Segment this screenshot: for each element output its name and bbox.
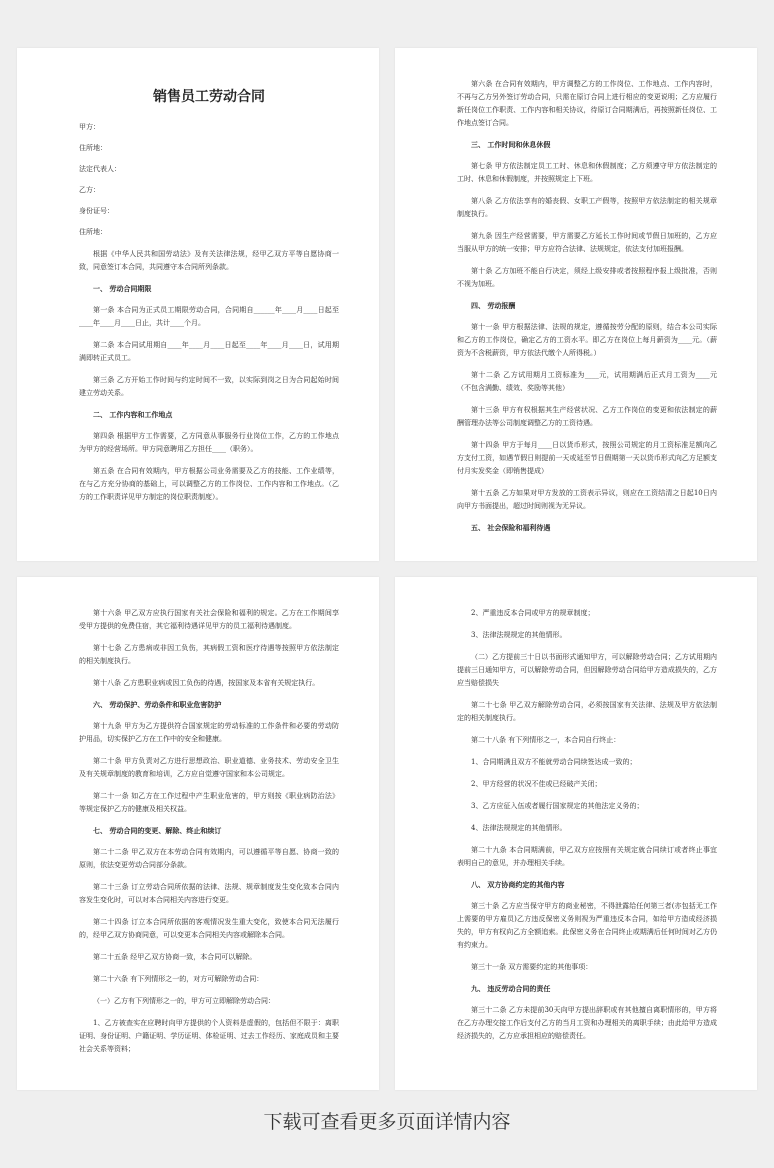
- clause-paragraph: 1、乙方被查实在应聘时向甲方提供的个人资料是虚假的，包括但不限于：离职证明、身份证明、户籍证明、学历证明、体检证明、过去工作经历、家庭成员和主要社会关系等资料；: [79, 1019, 339, 1053]
- clause-paragraph: 3、法律法规规定的其他情形。: [471, 631, 567, 639]
- section-heading: 六、 劳动保护、劳动条件和职业危害防护: [93, 701, 222, 709]
- clause-paragraph: 4、法律法规规定的其他情形。: [471, 824, 567, 832]
- clause-paragraph: 第二十一条 如乙方在工作过程中产生职业危害的，甲方则按《职业病防治法》等规定保护乙方的健康及相关权益。: [79, 792, 339, 813]
- clause-paragraph: 第六条 在合同有效期内，甲方调整乙方的工作岗位、工作地点、工作内容时，不再与乙方另外签订劳动合同，只需在原订合同上进行相应的变更说明；乙方应履行新任岗位工作职责、工作内容和相关协议，待原订合同期满后，再按照新任岗位、工作地点签订合同。: [457, 80, 717, 127]
- document-page-3: [17, 577, 379, 1090]
- page-3-body: [79, 607, 339, 1056]
- party-b-field: 乙方：: [79, 186, 100, 194]
- clause-paragraph: 第十八条 乙方患职业病或因工负伤的待遇，按国家及本省有关规定执行。: [93, 679, 320, 687]
- clause-paragraph: 第十四条 甲方于每月____日以货币形式，按照公司规定的月工资标准足额向乙方支付工资，如遇节假日则提前一天或延至节日假期第一天以货币形式向乙方足额支付月实发奖金（即销售提成）: [457, 441, 717, 475]
- page-2-body: [457, 78, 717, 534]
- clause-paragraph: 第二十六条 有下列情形之一的，对方可解除劳动合同：: [93, 975, 264, 983]
- clause-paragraph: 第十三条 甲方有权根据其生产经营状况、乙方工作岗位的变更和依法制定的薪酬管理办法等公司制度调整乙方的工资待遇。: [457, 406, 717, 427]
- section-heading: 五、 社会保险和福利待遇: [471, 524, 551, 532]
- clause-paragraph: 第二十二条 甲乙双方在本劳动合同有效期内，可以遵循平等自愿、协商一致的原则，依法变更劳动合同部分条款。: [79, 848, 339, 869]
- download-more-caption: 下载可查看更多页面详情内容: [263, 1111, 511, 1133]
- clause-paragraph: 第二十五条 经甲乙双方协商一致，本合同可以解除。: [93, 953, 257, 961]
- page-1-content: [17, 48, 379, 504]
- address-field: 住所地：: [79, 144, 107, 152]
- id-number-field: 身份证号：: [79, 207, 114, 215]
- section-heading: 二、 工作内容和工作地点: [93, 411, 173, 419]
- clause-paragraph: 第十九条 甲方为乙方提供符合国家规定的劳动标准的工作条件和必要的劳动防护用品，切实保护乙方在工作中的安全和健康。: [79, 722, 339, 743]
- clause-paragraph: 第二十四条 订立本合同所依据的客观情况发生重大变化，致使本合同无法履行的，经甲乙双方协商同意，可以变更本合同相关内容或解除本合同。: [79, 918, 339, 939]
- section-heading: 四、 劳动报酬: [471, 302, 516, 310]
- section-heading: 九、 违反劳动合同的责任: [471, 985, 551, 993]
- clause-paragraph: 1、合同期满且双方不能就劳动合同续签达成一致的；: [471, 758, 637, 766]
- section-heading: 七、 劳动合同的变更、解除、终止和续订: [93, 827, 222, 835]
- clause-paragraph: 第二十八条 有下列情形之一，本合同自行终止：: [471, 736, 621, 744]
- page-1-body: [79, 248, 339, 504]
- clause-paragraph: 第二十七条 甲乙双方解除劳动合同，必须按国家有关法律、法规及甲方依法制定的相关制度执行。: [457, 701, 717, 722]
- clause-paragraph: 第四条 根据甲方工作需要，乙方同意从事服务行业岗位工作，乙方的工作地点为甲方的经营场所。甲方同意聘用乙方担任____（职务）。: [79, 432, 339, 453]
- document-title: 销售员工劳动合同: [153, 89, 265, 105]
- clause-paragraph: 第十六条 甲乙双方应执行国家有关社会保险和福利的规定。乙方在工作期间享受甲方提供的免费住宿，其它福利待遇详见甲方的员工福利待遇制度。: [79, 609, 339, 630]
- address-field: 住所地：: [79, 228, 107, 236]
- page-4-content: [395, 577, 757, 1043]
- section-heading: 八、 双方协商约定的其他内容: [471, 881, 565, 889]
- clause-paragraph: 第五条 在合同有效期内，甲方根据公司业务需要及乙方的技能、工作业绩等，在与乙方充分协商的基础上，可以调整乙方的工作岗位、工作内容和工作地点。（乙方的工作职责详见甲方制定的岗位职责制度）。: [79, 467, 339, 501]
- page-3-content: [17, 577, 379, 1056]
- clause-paragraph: 第三条 乙方开始工作时间与约定时间不一致，以实际到岗之日为合同起始时间建立劳动关系。: [79, 376, 339, 397]
- clause-paragraph: 第十七条 乙方患病或非因工负伤，其病假工资和医疗待遇等按照甲方依法制定的相关制度执行。: [79, 644, 339, 665]
- clause-paragraph: 第十五条 乙方如果对甲方发放的工资表示异议，则应在工资结清之日起10日内向甲方书面提出，超过时间则视为无异议。: [457, 489, 717, 510]
- clause-paragraph: 2、甲方经营的状况不佳或已经破产关闭；: [471, 780, 602, 788]
- legal-rep-field: 法定代表人：: [79, 165, 121, 173]
- clause-paragraph: 第十条 乙方加班不能自行决定，须经上级安排或者按照程序报上级批准，否则不视为加班。: [457, 267, 717, 288]
- clause-paragraph: 3、乙方应征入伍或者履行国家规定的其他法定义务的；: [471, 802, 644, 810]
- document-page-2: [395, 48, 757, 561]
- clause-paragraph: 根据《中华人民共和国劳动法》及有关法律法规，经甲乙双方平等自愿协商一致，同意签订本合同，共同遵守本合同所列条款。: [79, 250, 339, 271]
- document-page-1: [17, 48, 379, 561]
- clause-paragraph: 第八条 乙方依法享有的婚丧假、女职工产假等，按照甲方依法制定的相关规章制度执行。: [457, 197, 717, 218]
- page-2-content: [395, 48, 757, 534]
- clause-paragraph: 2、严重违反本合同或甲方的规章制度；: [471, 609, 595, 617]
- clause-paragraph: 第二十三条 订立劳动合同所依据的法律、法规、规章制度发生变化致本合同内容发生变化时，可以对本合同相关内容进行变更。: [79, 883, 339, 904]
- document-page-4: [395, 577, 757, 1090]
- clause-paragraph: 第七条 甲方依法制定员工工时、休息和休假制度；乙方须遵守甲方依法制定的工时、休息和休假制度，并按照规定上下班。: [457, 162, 717, 183]
- page-4-body: [457, 607, 717, 1043]
- clause-paragraph: 第九条 因生产经营需要，甲方需要乙方延长工作时间或节假日加班的，乙方应当服从甲方的统一安排；甲方应符合法律、法规规定，依法支付加班报酬。: [457, 232, 717, 253]
- party-a-field: 甲方：: [79, 123, 100, 131]
- clause-paragraph: 第十一条 甲方根据法律、法规的规定，遵循按劳分配的原则，结合本公司实际和乙方的工作岗位，确定乙方的工资水平。即乙方在岗位上每月薪资为____元。（薪资为不含税薪资，甲方依法代缴个人所得税。）: [457, 323, 717, 357]
- clause-paragraph: （一）乙方有下列情形之一的，甲方可立即解除劳动合同：: [93, 997, 275, 1005]
- clause-paragraph: 第三十一条 双方需要约定的其他事项：: [471, 963, 593, 971]
- clause-paragraph: 第三十条 乙方应当保守甲方的商业秘密，不得泄露给任何第三者(亦包括无工作上需要的甲方雇员)乙方违反保密义务则视为严重违反本合同，如给甲方造成经济损失的，甲方有权向乙方全额追索。此保密义务在合同终止或期满后任何时间对乙方仍有约束力。: [457, 902, 717, 949]
- clause-paragraph: （二）乙方提前三十日以书面形式通知甲方，可以解除劳动合同；乙方试用期内提前三日通知甲方，可以解除劳动合同，但因解除劳动合同给甲方造成损失的，乙方应当赔偿损失: [457, 653, 717, 687]
- clause-paragraph: 第一条 本合同为正式员工期限劳动合同，合同期自______年____月____日起至____年____月____日止，共计____个月。: [79, 306, 339, 327]
- clause-paragraph: 第二条 本合同试用期自____年____月____日起至____年____月____日，试用期满即转正式员工。: [79, 341, 339, 362]
- clause-paragraph: 第二十九条 本合同期满前，甲乙双方应按照有关规定就合同续订或者终止事宜表明自己的意见，并办理相关手续。: [457, 846, 717, 867]
- section-heading: 三、 工作时间和休息休假: [471, 141, 551, 149]
- clause-paragraph: 第二十条 甲方负责对乙方进行思想政治、职业道德、业务技术、劳动安全卫生及有关规章制度的教育和培训，乙方应自觉遵守国家和本公司规定。: [79, 757, 339, 778]
- clause-paragraph: 第十二条 乙方试用期月工资标准为____元，试用期满后正式月工资为____元（不包含满勤、绩效、奖励等其他）: [457, 371, 717, 392]
- clause-paragraph: 第三十二条 乙方未提前30天向甲方提出辞职或有其他擅自离职情形的，甲方将在乙方办理交接工作后支付乙方的当月工资和办理相关的离职手续；由此给甲方造成经济损失的，乙方应承担相应的赔偿责任。: [457, 1006, 717, 1040]
- section-heading: 一、 劳动合同期限: [93, 285, 152, 293]
